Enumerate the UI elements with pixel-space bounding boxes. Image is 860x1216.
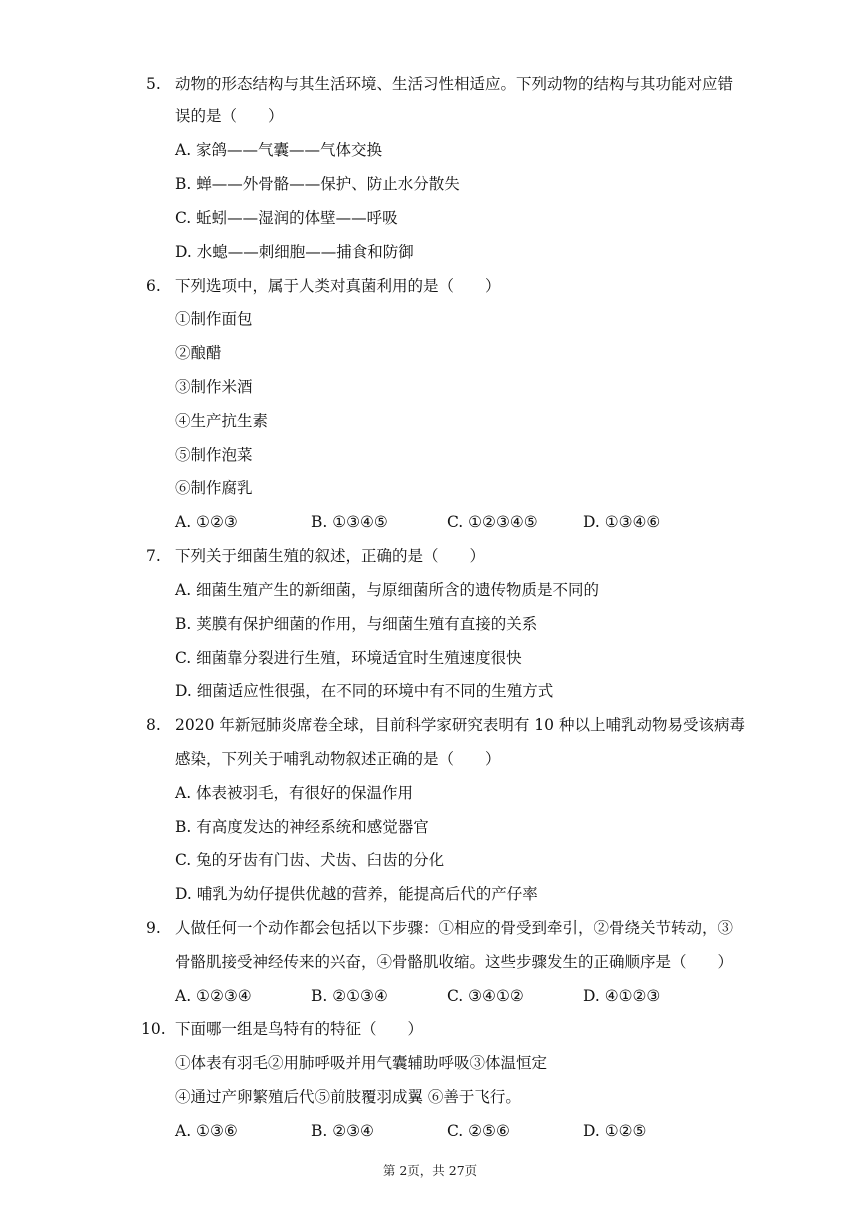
option-b: B. 蝉——外骨骼——保护、防止水分散失 [175, 175, 460, 193]
option-a: A. 家鸽——气囊——气体交换 [175, 141, 383, 159]
question-number: 6. [146, 277, 161, 295]
question-stem: 下面哪一组是鸟特有的特征（ ） [175, 1020, 424, 1038]
question-number: 8. [146, 716, 161, 734]
page-footer: 第 2页，共 27页 [382, 1163, 478, 1178]
list-item: ②酿醋 [175, 344, 222, 362]
question-stem-continued: 骨骼肌接受神经传来的兴奋，④骨骼肌收缩。这些步骤发生的正确顺序是（ ） [175, 953, 734, 971]
option-c: C. 蚯蚓——湿润的体壁——呼吸 [175, 209, 398, 227]
option-a: A. 体表被羽毛，有很好的保温作用 [175, 784, 414, 802]
option-c: C. ①②③④⑤ [447, 513, 538, 531]
list-item: ⑥制作腐乳 [175, 479, 253, 497]
option-c: C. ③④①② [447, 987, 524, 1005]
option-a: A. ①②③④ [175, 987, 252, 1005]
list-item: ④生产抗生素 [175, 412, 269, 430]
option-b: B. ①③④⑤ [311, 513, 388, 531]
option-d: D. 水螅——刺细胞——捕食和防御 [175, 243, 414, 261]
statement-line: ④通过产卵繁殖后代⑤前肢覆羽成翼 ⑥善于飞行。 [175, 1088, 521, 1106]
option-a: A. 细菌生殖产生的新细菌，与原细菌所含的遗传物质是不同的 [175, 581, 600, 599]
list-item: ⑤制作泡菜 [175, 446, 253, 464]
option-b: B. 荚膜有保护细菌的作用，与细菌生殖有直接的关系 [175, 615, 538, 633]
option-b: B. ②①③④ [311, 987, 388, 1005]
option-b: B. 有高度发达的神经系统和感觉器官 [175, 818, 429, 836]
list-item: ③制作米酒 [175, 378, 253, 396]
question-stem-continued: 误的是（ ） [175, 107, 284, 125]
option-c: C. 兔的牙齿有门齿、犬齿、臼齿的分化 [175, 851, 445, 869]
option-c: C. ②⑤⑥ [447, 1122, 510, 1140]
option-c: C. 细菌靠分裂进行生殖，环境适宜时生殖速度很快 [175, 649, 522, 667]
option-d: D. 细菌适应性很强，在不同的环境中有不同的生殖方式 [175, 682, 554, 700]
option-d: D. ①③④⑥ [583, 513, 661, 531]
question-stem: 动物的形态结构与其生活环境、生活习性相适应。下列动物的结构与其功能对应错 [175, 75, 734, 93]
question-number: 10. [141, 1020, 166, 1038]
option-a: A. ①③⑥ [175, 1122, 238, 1140]
question-stem-continued: 感染，下列关于哺乳动物叙述正确的是（ ） [175, 750, 501, 768]
question-stem: 下列关于细菌生殖的叙述，正确的是（ ） [175, 547, 486, 565]
option-d: D. 哺乳为幼仔提供优越的营养，能提高后代的产仔率 [175, 885, 538, 903]
option-a: A. ①②③ [175, 513, 238, 531]
question-stem: 2020 年新冠肺炎席卷全球，目前科学家研究表明有 10 种以上哺乳动物易受该病毒 [175, 716, 745, 734]
option-d: D. ①②⑤ [583, 1122, 647, 1140]
option-b: B. ②③④ [311, 1122, 374, 1140]
question-number: 9. [146, 919, 161, 937]
question-stem: 下列选项中，属于人类对真菌利用的是（ ） [175, 277, 501, 295]
statement-line: ①体表有羽毛②用肺呼吸并用气囊辅助呼吸③体温恒定 [175, 1054, 548, 1072]
question-stem: 人做任何一个动作都会包括以下步骤：①相应的骨受到牵引，②骨绕关节转动，③ [175, 919, 734, 937]
option-d: D. ④①②③ [583, 987, 661, 1005]
list-item: ①制作面包 [175, 310, 253, 328]
question-number: 5. [146, 75, 161, 93]
question-number: 7. [146, 547, 161, 565]
